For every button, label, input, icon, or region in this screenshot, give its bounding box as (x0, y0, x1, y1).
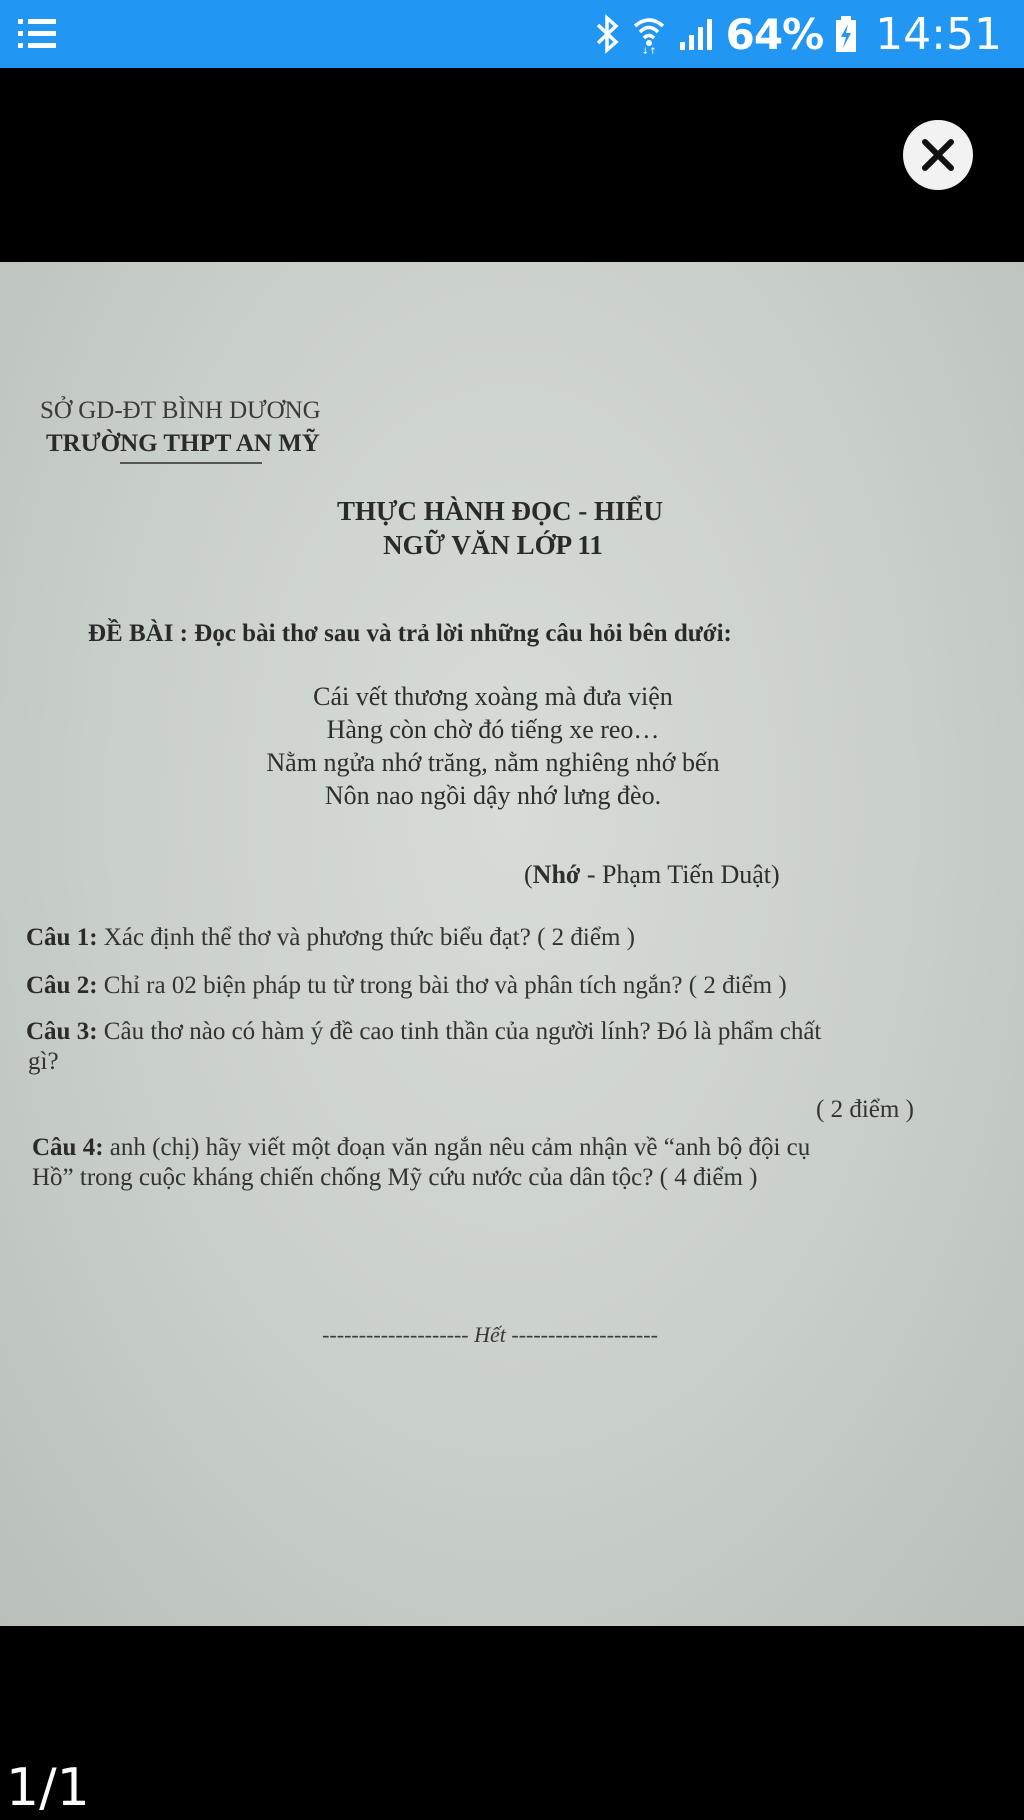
question-label: Câu 2: (26, 972, 98, 999)
question-3-points: ( 2 điểm ) (816, 1096, 914, 1123)
question-text: Chỉ ra 02 biện pháp tu từ trong bài thơ và phân tích ngắn? ( 2 điểm ) (97, 972, 787, 999)
attribution-open: ( (524, 860, 533, 889)
org-line-2: TRƯỜNG THPT AN MỸ (46, 430, 320, 457)
org-line-1: SỞ GD-ĐT BÌNH DƯƠNG (40, 397, 321, 424)
question-3 (26, 1018, 821, 1046)
org-underline (120, 462, 262, 464)
poem-attribution (524, 860, 780, 890)
doc-title-line-1: THỰC HÀNH ĐỌC - HIỂU (336, 496, 663, 526)
question-1 (26, 924, 635, 952)
question-label: Câu 4: (32, 1134, 104, 1161)
wifi-icon (632, 14, 666, 54)
question-4-continuation: Hồ” trong cuộc kháng chiến chống Mỹ cứu nước của dân tộc? ( 4 điểm ) (32, 1164, 758, 1191)
status-bar (0, 0, 1024, 68)
close-icon (921, 138, 955, 172)
document-photo (0, 262, 1024, 1626)
question-text: anh (chị) hãy viết một đoạn văn ngắn nêu cảm nhận về “anh bộ đội cụ (103, 1134, 811, 1161)
battery-charging-icon (835, 14, 857, 54)
signal-icon (678, 14, 714, 54)
doc-title-line-2: NGỮ VĂN LỚP 11 (383, 530, 603, 560)
question-text: Câu thơ nào có hàm ý đề cao tinh thần của người lính? Đó là phẩm chất (97, 1018, 822, 1045)
question-4 (32, 1134, 810, 1162)
question-label: Câu 3: (26, 1018, 98, 1045)
status-right (594, 0, 1002, 68)
attribution-title: Nhớ (532, 860, 581, 889)
battery-percent: 64% (725, 9, 824, 59)
page-indicator: 1/1 (6, 1758, 90, 1818)
svg-text:↓↑: ↓↑ (641, 47, 657, 54)
bluetooth-icon (594, 14, 620, 54)
question-2 (26, 972, 787, 1000)
end-mark: -------------------- Hết -------------------- (322, 1322, 658, 1347)
question-label: Câu 1: (26, 924, 98, 951)
poem-line: Nôn nao ngồi dậy nhớ lưng đèo. (324, 781, 662, 810)
poem-line: Hàng còn chờ đó tiếng xe reo… (326, 715, 660, 744)
close-button[interactable] (903, 120, 973, 190)
exercise-prompt: ĐỀ BÀI : Đọc bài thơ sau và trả lời những câu hỏi bên dưới: (88, 620, 732, 647)
poem-line: Nằm ngửa nhớ trăng, nằm nghiêng nhớ bến (266, 748, 720, 777)
question-3-continuation: gì? (28, 1048, 59, 1075)
attribution-author: - Phạm Tiến Duật) (580, 860, 780, 889)
menu-icon[interactable] (18, 17, 56, 51)
clock: 14:51 (875, 8, 1002, 60)
poem-line: Cái vết thương xoàng mà đưa viện (313, 682, 673, 711)
question-text: Xác định thể thơ và phương thức biểu đạt? ( 2 điểm ) (97, 924, 635, 951)
